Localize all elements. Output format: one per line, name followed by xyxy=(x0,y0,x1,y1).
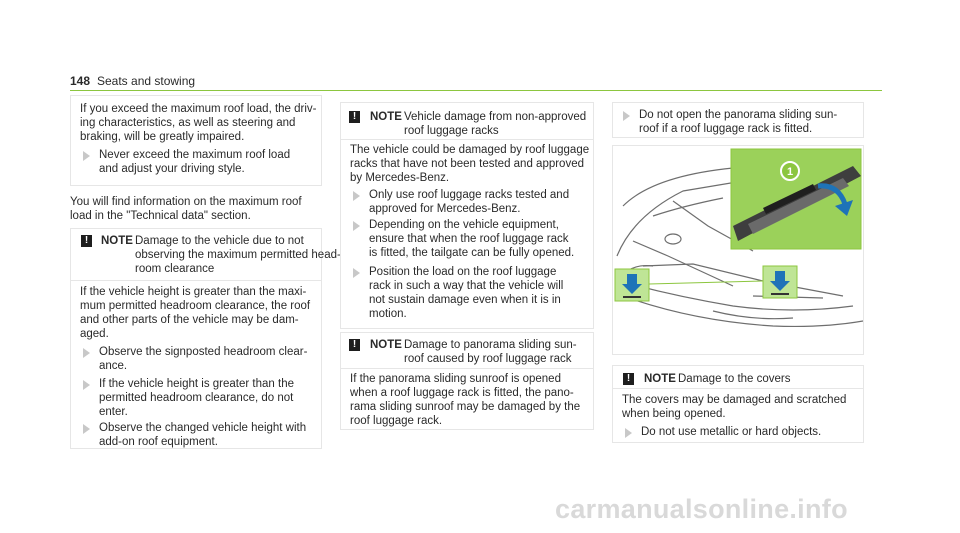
note-box-sunroof xyxy=(340,332,594,430)
info-paragraph: You will find information on the maximum roof load in the "Technical data" section. xyxy=(70,196,302,222)
note-heading: Damage to the vehicle due to not observing the maximum permitted head- room clearance xyxy=(135,235,341,275)
section-title: Seats and stowing xyxy=(97,74,196,88)
callout-number: 1 xyxy=(786,166,794,178)
bullet-text: Do not use metallic or hard objects. xyxy=(641,426,822,438)
bullet-arrow-icon xyxy=(623,111,630,121)
bullet-arrow-icon xyxy=(353,221,360,231)
note-label: NOTE xyxy=(644,373,676,385)
bullet-text: Only use roof luggage racks tested and approved for Mercedes-Benz. xyxy=(369,189,570,215)
bullet-text: Position the load on the roof luggage rack in such a way that the vehicle will not sustain damage even when it is in motion. xyxy=(369,266,564,320)
note-divider xyxy=(341,368,593,369)
note-body: The vehicle could be damaged by roof luggage racks that have not been tested and approved by Mercedes-Benz. xyxy=(350,144,590,184)
bullet-arrow-icon xyxy=(353,268,360,278)
note-body: If the vehicle height is greater than the maxi- mum permitted headroom clearance, the roof and other parts of the vehicle may be dam- aged. xyxy=(80,286,311,340)
bullet-text: Observe the changed vehicle height with add-on roof equipment. xyxy=(99,422,307,448)
note-label: NOTE xyxy=(370,111,402,123)
bullet-arrow-icon xyxy=(625,428,632,438)
note-label: NOTE xyxy=(101,235,133,247)
warning-text: If you exceed the maximum roof load, the driv- ing characteristics, as well as steering and braking, will be greatly impaired. xyxy=(80,103,317,143)
note-label: NOTE xyxy=(370,339,402,351)
bullet-arrow-icon xyxy=(83,348,90,358)
bullet-text: Observe the signposted headroom clear- ance. xyxy=(99,346,308,372)
watermark: carmanualsonline.info xyxy=(555,494,848,524)
note-box-covers xyxy=(612,365,864,443)
warning-icon: ! xyxy=(349,339,360,351)
header-rule xyxy=(70,90,882,91)
roof-figure xyxy=(612,145,864,355)
bullet-text: If the vehicle height is greater than the permitted headroom clearance, do not enter. xyxy=(99,378,294,418)
note-heading: Damage to panorama sliding sun- roof caused by roof luggage rack xyxy=(404,339,577,365)
bullet-arrow-icon xyxy=(83,380,90,390)
bullet-text: Do not open the panorama sliding sun- roof if a roof luggage rack is fitted. xyxy=(639,109,838,135)
warning-icon: ! xyxy=(349,111,360,123)
note-body: The covers may be damaged and scratched when being opened. xyxy=(622,394,847,420)
bullet-arrow-icon xyxy=(83,151,90,161)
note-box-headroom xyxy=(70,228,341,449)
note-divider xyxy=(341,139,593,140)
bullet-arrow-icon xyxy=(83,424,90,434)
note-box-luggage-racks xyxy=(340,102,594,329)
warning-icon: ! xyxy=(623,373,634,385)
page-number: 148 xyxy=(70,74,91,88)
warning-box-sunroof xyxy=(612,102,864,138)
note-divider xyxy=(613,388,863,389)
warning-box-roof-load xyxy=(70,95,322,186)
bullet-text: Never exceed the maximum roof load and adjust your driving style. xyxy=(99,149,291,175)
warning-icon: ! xyxy=(81,235,92,247)
bullet-arrow-icon xyxy=(353,191,360,201)
note-heading: Damage to the covers xyxy=(678,373,791,385)
note-divider xyxy=(71,280,321,281)
note-body: If the panorama sliding sunroof is opened when a roof luggage rack is fitted, the pano- rama sliding sunroof may be damaged by the roof luggage rack. xyxy=(350,373,581,427)
car-roof-illustration xyxy=(613,146,864,355)
bullet-text: Depending on the vehicle equipment, ensure that when the roof luggage rack is fitted, the tailgate can be fully opened. xyxy=(369,219,575,259)
note-heading: Vehicle damage from non-approved roof luggage racks xyxy=(404,111,587,137)
